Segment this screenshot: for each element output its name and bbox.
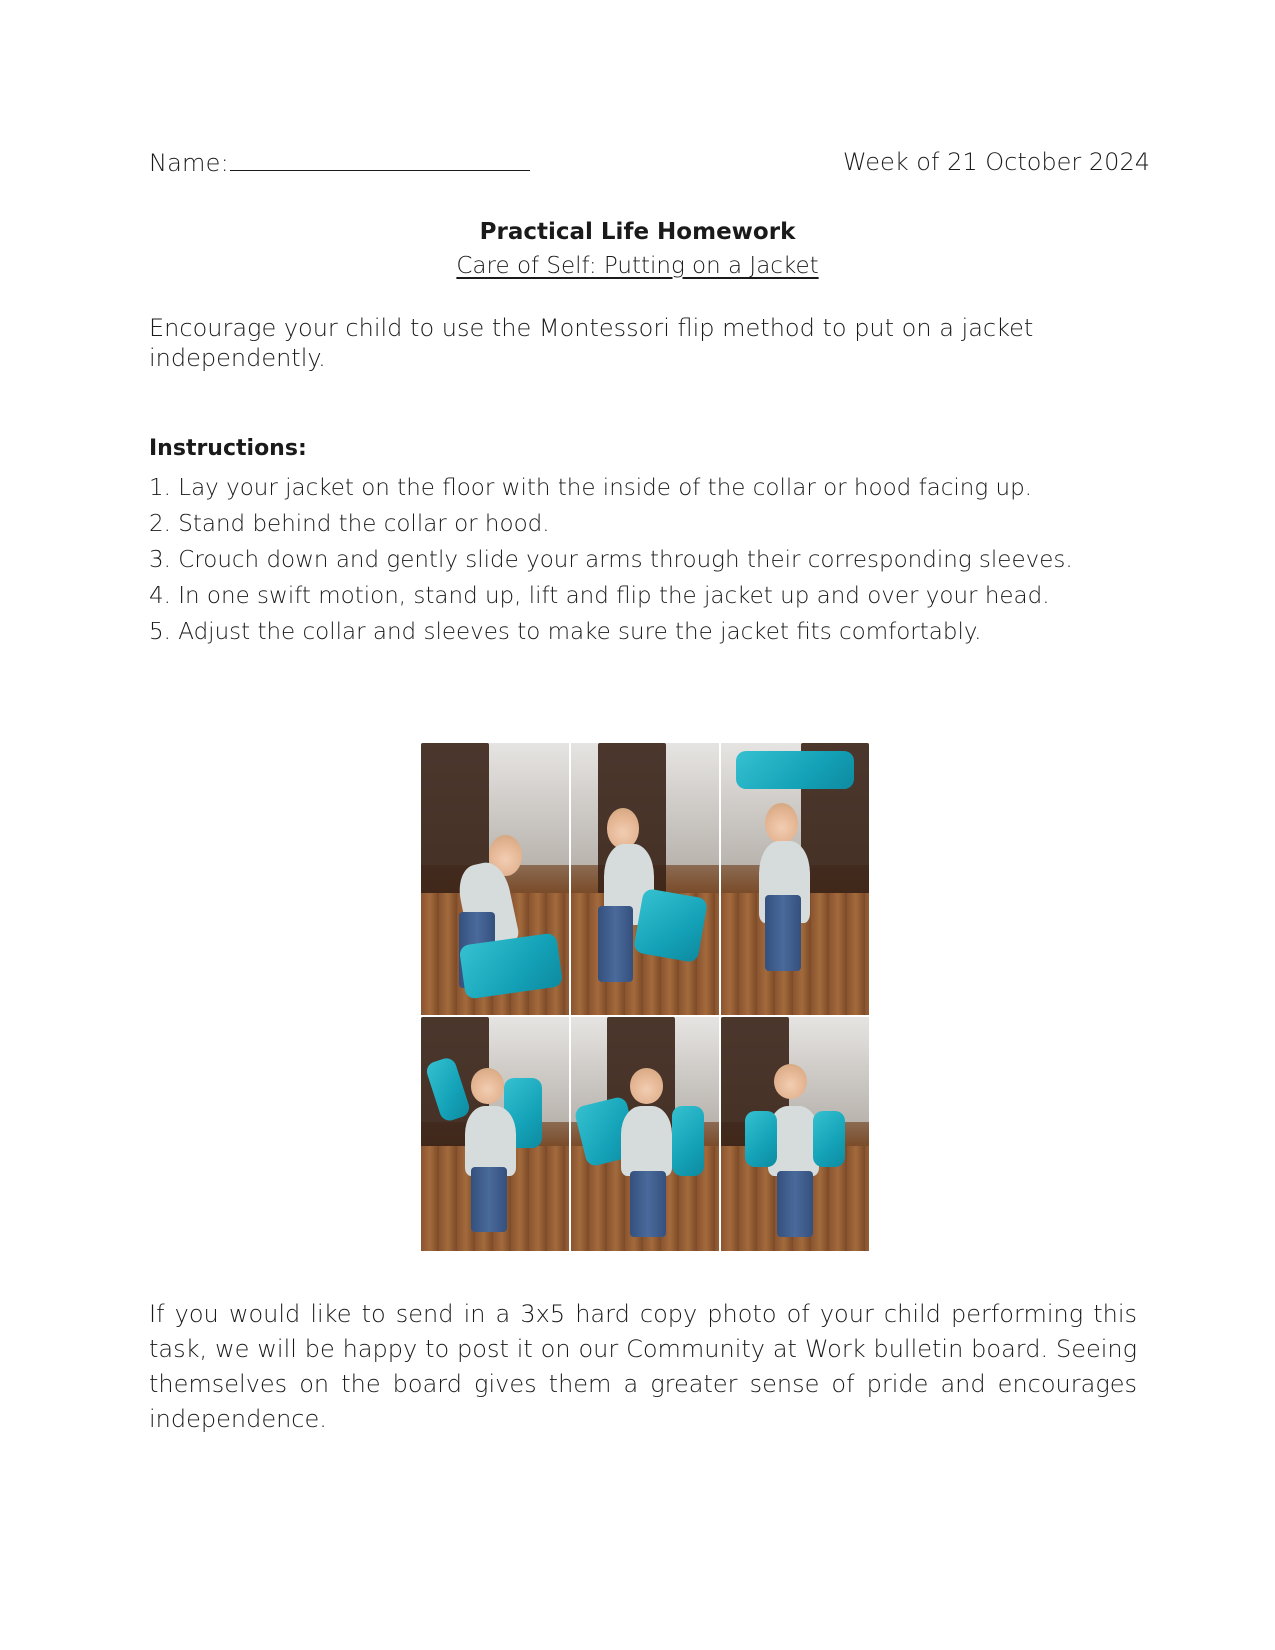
instruction-step: 3. Crouch down and gently slide your arms through their corresponding sleeves. bbox=[149, 547, 1073, 573]
name-field bbox=[149, 148, 530, 177]
name-blank-line[interactable] bbox=[230, 148, 530, 171]
intro-paragraph: Encourage your child to use the Montessori flip method to put on a jacket independently. bbox=[149, 314, 1034, 372]
name-label: Name: bbox=[149, 149, 229, 177]
closing-paragraph: If you would like to send in a 3x5 hard copy photo of your child performing this task, we will be happy to post it on our Community at Work bulletin board. Seeing themselves on the board gives them a greater sense of pride and encourages independence. bbox=[149, 1300, 1137, 1433]
instruction-step: 2. Stand behind the collar or hood. bbox=[149, 511, 550, 537]
photo-step-crouch bbox=[421, 743, 569, 1015]
photo-step-flip-overhead bbox=[721, 743, 869, 1015]
page-subtitle: Care of Self: Putting on a Jacket bbox=[456, 253, 819, 279]
instructions-list bbox=[149, 470, 1073, 650]
photo-step-sleeves-on bbox=[571, 1017, 719, 1251]
photo-step-adjust-jacket bbox=[721, 1017, 869, 1251]
jacket-flip-photo-collage bbox=[421, 743, 869, 1253]
week-date: Week of 21 October 2024 bbox=[842, 148, 1150, 176]
page-title: Practical Life Homework bbox=[479, 219, 796, 245]
instruction-step: 5. Adjust the collar and sleeves to make sure the jacket fits comfortably. bbox=[149, 619, 982, 645]
instruction-step: 4. In one swift motion, stand up, lift and flip the jacket up and over your head. bbox=[149, 583, 1050, 609]
photo-step-jacket-behind bbox=[421, 1017, 569, 1251]
photo-step-arms-in-sleeves bbox=[571, 743, 719, 1015]
instructions-heading: Instructions: bbox=[149, 436, 307, 461]
instruction-step: 1. Lay your jacket on the floor with the inside of the collar or hood facing up. bbox=[149, 475, 1032, 501]
